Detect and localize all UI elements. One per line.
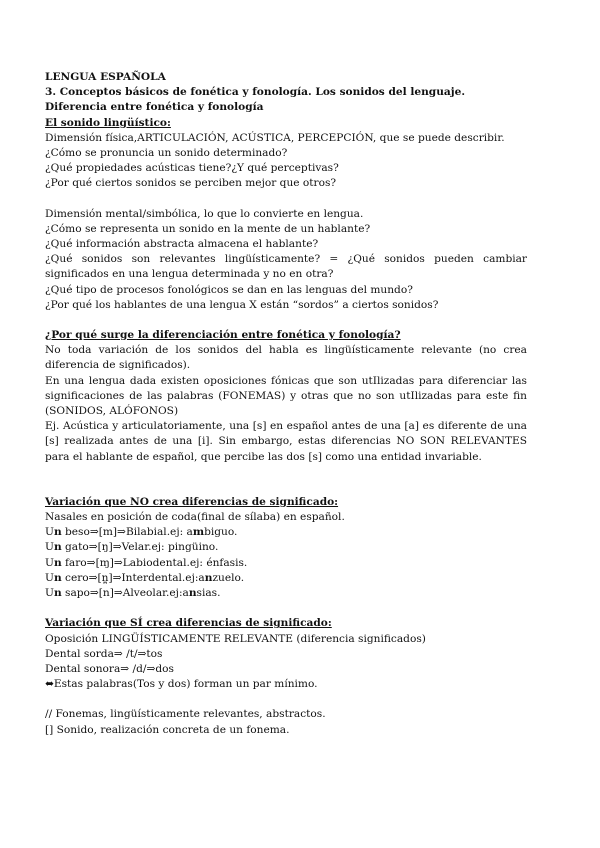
difference-paragraph: En una lengua dada existen oposiciones fónicas que son utIlizadas para diferenciar las significaciones de las palabras (FONEMAS) y otras que no son utIlizadas para este fin (SONIDOS, ALÓFONOS) — [45, 374, 527, 418]
mental-question: ¿Por qué los hablantes de una lengua X están “sordos” a ciertos sonidos? — [45, 298, 439, 311]
yes-diff-line: Oposición LINGÜÍSTICAMENTE RELEVANTE (diferencia significados) — [45, 632, 426, 645]
spacer — [45, 601, 527, 616]
nasal-example: Un cero⇒[n̪]⇒Interdental.ej:anzuelo. — [45, 571, 245, 584]
note-line: // Fonemas, lingüísticamente relevantes, abstractos. — [45, 708, 326, 721]
yes-diff-line: ⬌Estas palabras(Tos y dos) forman un par mínimo. — [45, 678, 318, 691]
yes-diff-line: Dental sorda⇒ /t/⇒tos — [45, 647, 163, 660]
document-body — [45, 70, 527, 738]
unit-title: 3. Conceptos básicos de fonética y fonología. Los sonidos del lenguaje. — [45, 86, 466, 99]
no-diff-intro: Nasales en posición de coda(final de sílaba) en español. — [45, 511, 345, 524]
physical-intro: Dimensión física,ARTICULACIÓN, ACÚSTICA, PERCEPCIÓN, que se puede describir. — [45, 131, 505, 144]
section-heading-sonido: El sonido lingüístico: — [45, 116, 171, 129]
mental-question: ¿Qué sonidos son relevantes lingüísticamente? = ¿Qué sonidos pueden cambiar significados en una lengua determinada y no en otra? — [45, 253, 527, 281]
mental-intro: Dimensión mental/simbólica, lo que lo convierte en lengua. — [45, 207, 364, 220]
spacer — [45, 465, 527, 495]
spacer — [45, 192, 527, 207]
physical-question: ¿Qué propiedades acústicas tiene?¿Y qué perceptivas? — [45, 162, 339, 175]
mental-question: ¿Qué información abstracta almacena el hablante? — [45, 238, 319, 251]
spacer — [45, 313, 527, 328]
physical-question: ¿Cómo se pronuncia un sonido determinado? — [45, 147, 288, 160]
mental-question: ¿Cómo se representa un sonido en la mente de un hablante? — [45, 222, 371, 235]
yes-diff-heading: Variación que SÍ crea diferencias de significado: — [45, 617, 332, 630]
nasal-example: Un beso⇒[m]⇒Bilabial.ej: ambiguo. — [45, 526, 238, 539]
nasal-example: Un gato⇒[ŋ]⇒Velar.ej: pingüino. — [45, 541, 219, 554]
difference-heading: ¿Por qué surge la diferenciación entre fonética y fonología? — [45, 329, 401, 342]
note-line: [] Sonido, realización concreta de un fonema. — [45, 723, 290, 736]
nasal-example: Un sapo⇒[n]⇒Alveolar.ej:ansias. — [45, 587, 221, 600]
no-diff-heading: Variación que NO crea diferencias de significado: — [45, 495, 339, 508]
physical-question: ¿Por qué ciertos sonidos se perciben mejor que otros? — [45, 177, 337, 190]
mental-question: ¿Qué tipo de procesos fonológicos se dan en las lenguas del mundo? — [45, 283, 413, 296]
subtitle: Diferencia entre fonética y fonología — [45, 101, 264, 114]
difference-paragraph: No toda variación de los sonidos del habla es lingüísticamente relevante (no crea diferencia de significados). — [45, 344, 527, 372]
yes-diff-line: Dental sonora⇒ /d/⇒dos — [45, 662, 174, 675]
difference-example: Ej. Acústica y articulatoriamente, una [s] en español antes de una [a] es diferente de una [s] realizada antes de una [i]. Sin embargo, estas diferencias NO SON RELEVANTES para el hablante de español, que percibe las dos [s] como una entidad invariable. — [45, 420, 527, 463]
spacer — [45, 692, 527, 707]
doc-title: LENGUA ESPAÑOLA — [45, 71, 166, 83]
nasal-example: Un faro⇒[ɱ]⇒Labiodental.ej: énfasis. — [45, 556, 248, 569]
